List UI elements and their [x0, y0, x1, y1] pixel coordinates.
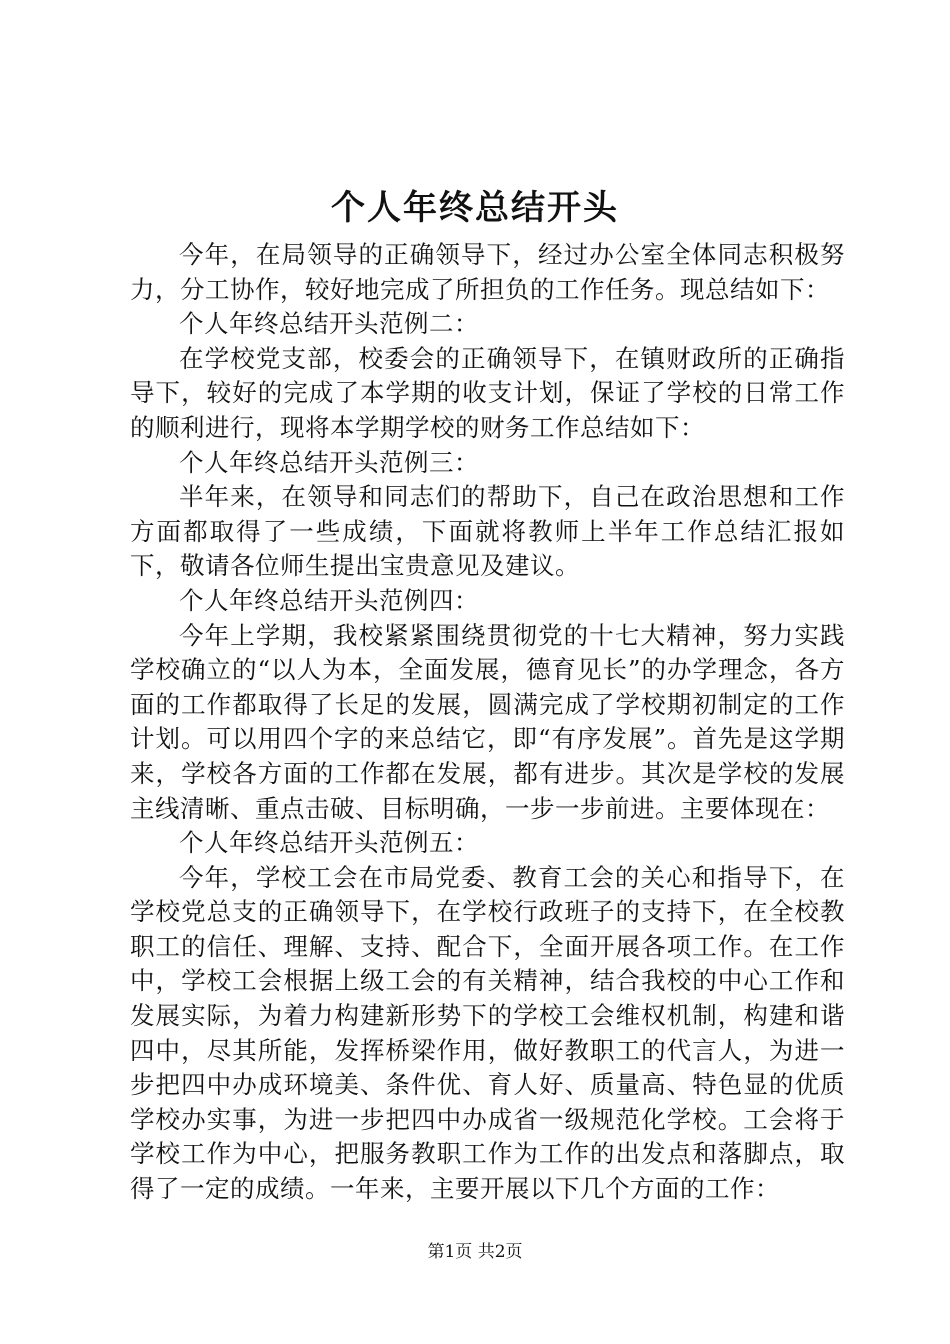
paragraph: 今年，学校工会在市局党委、教育工会的关心和指导下，在学校党总支的正确领导下，在学校行政班子的支持下，在全校教职工的信任、理解、支持、配合下，全面开展各项工作。在工作中，学校工会根据上级工会的有关精神，结合我校的中心工作和发展实际，为着力构建新形势下的学校工会维权机制，构建和谐四中，尽其所能，发挥桥梁作用，做好教职工的代言人，为进一步把四中办成环境美、条件优、育人好、质量高、特色显的优质学校办实事，为进一步把四中办成省一级规范化学校。工会将于学校工作为中心，把服务教职工作为工作的出发点和落脚点，取得了一定的成绩。一年来，主要开展以下几个方面的工作：: [130, 862, 845, 1204]
section-heading: 个人年终总结开头范例四：: [179, 585, 479, 615]
paragraph: 半年来，在领导和同志们的帮助下，自己在政治思想和工作方面都取得了一些成绩，下面就将教师上半年工作总结汇报如下，敬请各位师生提出宝贵意见及建议。: [130, 482, 845, 581]
document-body: [130, 238, 845, 1207]
paragraph: 在学校党支部，校委会的正确领导下，在镇财政所的正确指导下，较好的完成了本学期的收支计划，保证了学校的日常工作的顺利进行，现将本学期学校的财务工作总结如下：: [130, 343, 845, 442]
section-heading: 个人年终总结开头范例二：: [179, 309, 479, 339]
section-heading: 个人年终总结开头范例三：: [179, 447, 479, 477]
section-heading: 个人年终总结开头范例五：: [179, 828, 479, 858]
document-title: 个人年终总结开头: [331, 188, 619, 228]
page-footer: 第1页 共2页: [427, 1242, 523, 1262]
paragraph: 今年上学期，我校紧紧围绕贯彻党的十七大精神，努力实践学校确立的“以人为本，全面发展，德育见长”的办学理念，各方面的工作都取得了长足的发展，圆满完成了学校期初制定的工作计划。可以用四个字的来总结它，即“有序发展”。首先是这学期来，学校各方面的工作都在发展，都有进步。其次是学校的发展主线清晰、重点击破、目标明确，一步一步前进。主要体现在：: [130, 620, 845, 823]
paragraph: 今年，在局领导的正确领导下，经过办公室全体同志积极努力，分工协作，较好地完成了所担负的工作任务。现总结如下：: [130, 240, 845, 304]
